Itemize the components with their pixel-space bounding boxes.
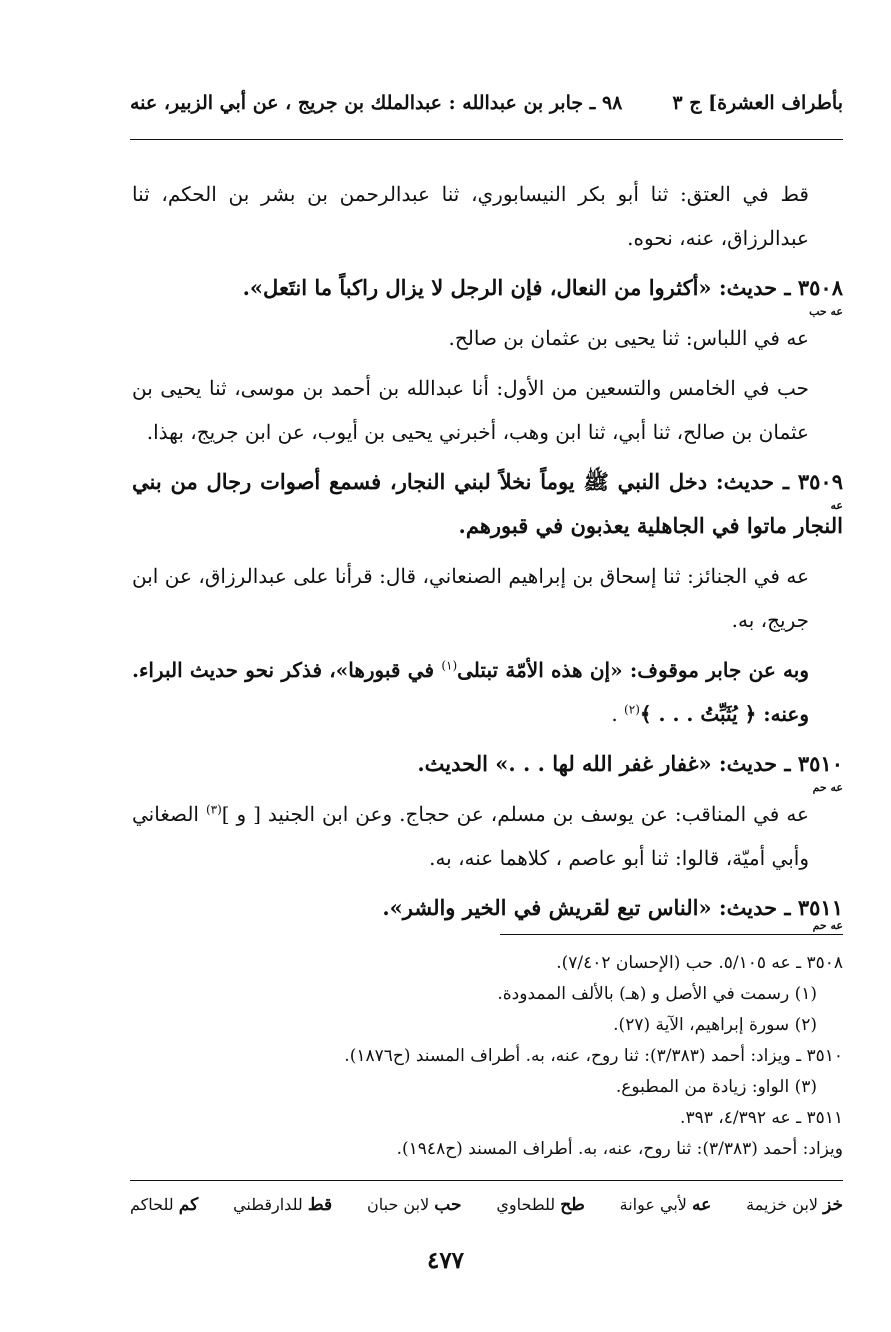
abbreviation-item: عه لأبي عوانة bbox=[619, 1195, 712, 1215]
hadith-number: ٣٥١١ bbox=[797, 895, 843, 920]
footnote: ٣٥١٠ ـ ويزاد: أحمد (٣/٣٨٣): ثنا روح، عنه، به. أطراف المسند (ح١٨٧٦). bbox=[344, 1046, 843, 1066]
abbreviation-item: حب لابن حبان bbox=[367, 1195, 462, 1215]
source-symbols: عه حب bbox=[809, 305, 843, 318]
header-volume: بأطراف العشرة] ج ٣ bbox=[672, 92, 843, 114]
hadith-3508 bbox=[132, 266, 843, 318]
main-text bbox=[132, 172, 843, 936]
abbreviation-item: طح للطحاوي bbox=[496, 1195, 585, 1215]
footnotes bbox=[170, 948, 843, 1165]
footnote: (١) رسمت في الأصل و (هـ) بالألف الممدودة. bbox=[497, 984, 817, 1004]
paragraph-janaiz: عه في الجنائز: ثنا إسحاق بن إبراهيم الصنعاني، قال: قرأنا على عبدالرزاق، عن ابن جريج، به. bbox=[132, 564, 809, 632]
hadith-3509 bbox=[132, 460, 843, 548]
source-symbols: عه حم bbox=[812, 781, 843, 794]
footnote-separator bbox=[500, 934, 843, 935]
abbreviation-item: خز لابن خزيمة bbox=[746, 1195, 843, 1215]
hadith-3511 bbox=[132, 886, 843, 930]
hadith-text: ـ حديث: «غفار غفر الله لها . . .» الحديث. bbox=[417, 751, 791, 776]
paragraph-libas: عه في اللباس: ثنا يحيى بن عثمان بن صالح. bbox=[448, 326, 809, 350]
footnote-ref: (١) bbox=[441, 658, 458, 673]
hadith-number: ٣٥٠٩ bbox=[797, 469, 843, 494]
footnote-ref: (٢) bbox=[624, 702, 640, 717]
page-number: ٤٧٧ bbox=[426, 1247, 465, 1274]
paragraph-manaqib: عه في المناقب: عن يوسف بن مسلم، عن حجاج. وعن ابن الجنيد [ و ]$^{(٣)}$ الصغاني وأبي أميّة، قالوا: ثنا أبو عاصم ، كلاهما عنه، به. bbox=[132, 802, 809, 870]
hadith-3510 bbox=[132, 742, 843, 794]
abbreviation-item: كم للحاكم bbox=[130, 1195, 199, 1215]
hadith-text: ـ حديث: دخل النبي ﷺ يوماً نخلاً لبني النجار، فسمع أصوات رجال من بني النجار ماتوا في الجاهلية يعذبون في قبورهم. bbox=[132, 469, 843, 538]
abbreviations-rule bbox=[130, 1180, 843, 1181]
running-header bbox=[130, 92, 843, 132]
source-symbols: عه bbox=[830, 499, 843, 512]
footnote: ٣٥١١ ـ عه ٤/٣٩٢، ٣٩٣. bbox=[680, 1108, 843, 1128]
header-rule bbox=[130, 139, 843, 140]
paragraph-qt-itq: قط في العتق: ثنا أبو بكر النيسابوري، ثنا عبدالرحمن بن بشر بن الحكم، ثنا عبدالرزاق، عنه، نحوه. bbox=[132, 182, 809, 250]
footnote: (٢) سورة إبراهيم، الآية (٢٧). bbox=[613, 1015, 817, 1035]
abbreviation-item: قط للدارقطني bbox=[233, 1195, 333, 1215]
footnote: (٣) الواو: زيادة من المطبوع. bbox=[615, 1077, 817, 1097]
hadith-text: ـ حديث: «الناس تبع لقريش في الخير والشر». bbox=[382, 895, 791, 920]
source-symbols: عه حم bbox=[812, 919, 843, 932]
header-chapter: ٩٨ ـ جابر بن عبدالله : عبدالملك بن جريج ، عن أبي الزبير، عنه bbox=[130, 92, 623, 114]
hadith-number: ٣٥١٠ bbox=[797, 751, 843, 776]
hadith-text: ـ حديث: «أكثروا من النعال، فإن الرجل لا يزال راكباً ما انتَعل». bbox=[242, 275, 791, 300]
footnote: ويزاد: أحمد (٣/٣٨٣): ثنا روح، عنه، به. أطراف المسند (ح١٩٤٨). bbox=[396, 1139, 843, 1159]
footnote-ref: (٣) bbox=[205, 802, 222, 817]
paragraph-ibn-hibban: حب في الخامس والتسعين من الأول: أنا عبدالله بن أحمد بن موسى، ثنا يحيى بن عثمان بن صالح، ثنا أبي، ثنا ابن وهب، أخبرني يحيى بن أيوب، عن ابن جريج، بهذا. bbox=[132, 376, 809, 444]
hadith-number: ٣٥٠٨ bbox=[797, 275, 843, 300]
abbreviations-key bbox=[130, 1195, 843, 1215]
footnote: ٣٥٠٨ ـ عه ٥/١٠٥. حب (الإحسان ٧/٤٠٢). bbox=[556, 953, 843, 973]
paragraph-mawquf: وبه عن جابر موقوف: «إن هذه الأمّة تبتلى$^{(١)}$ في قبورها»، فذكر نحو حديث البراء. وعنه: ﴿ يُثَبِّتُ . . . ﴾$^{(٢)}$ . bbox=[132, 658, 809, 726]
